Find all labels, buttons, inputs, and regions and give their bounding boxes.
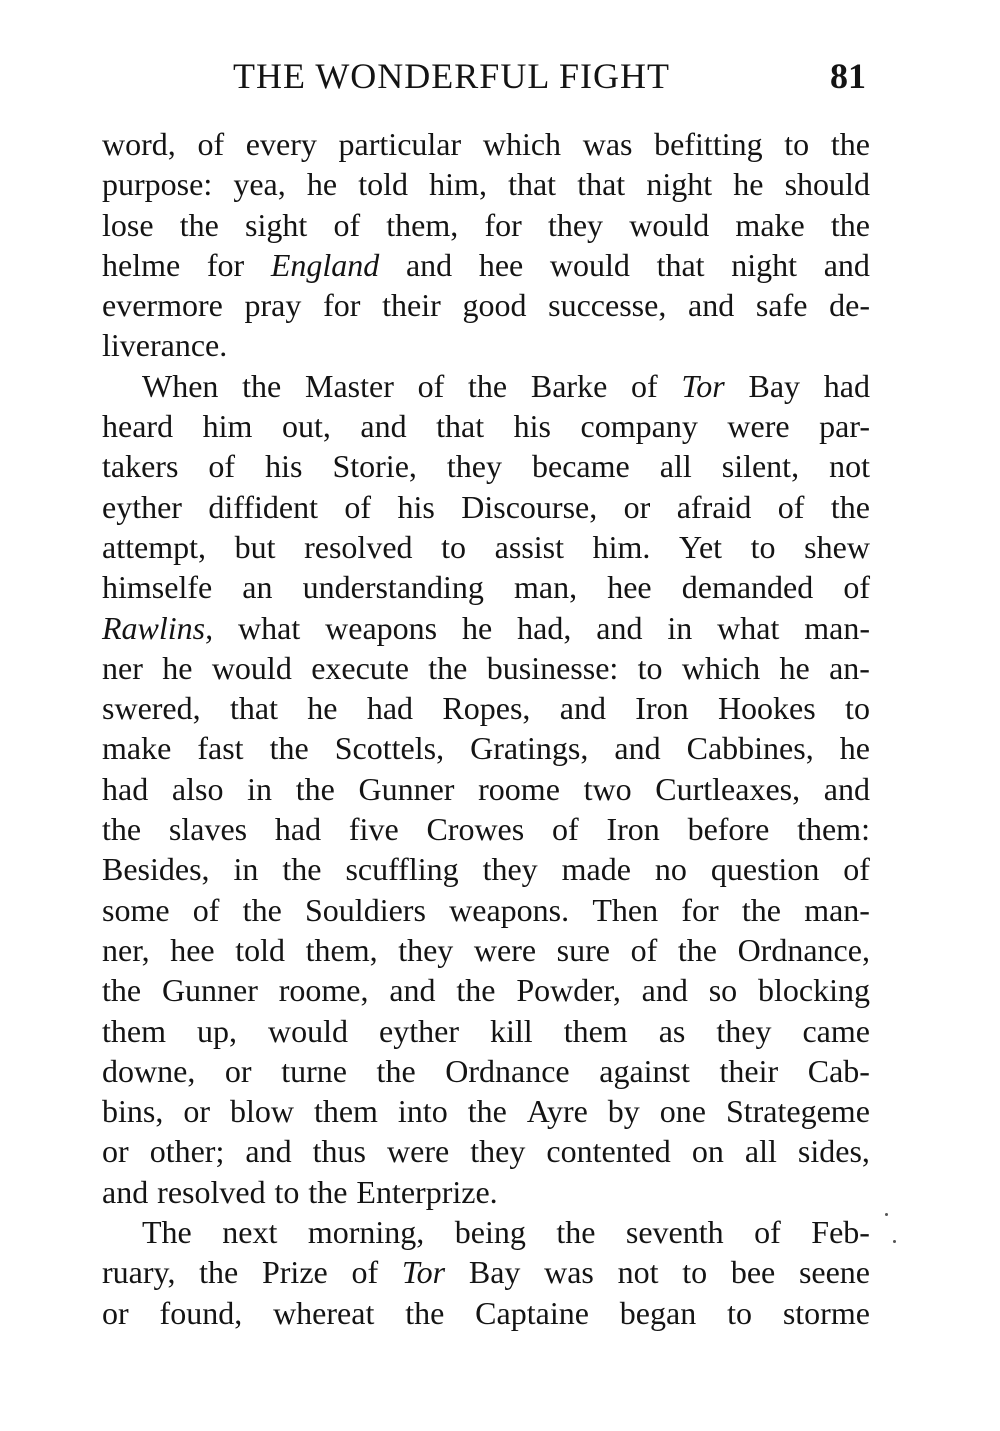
text-line: evermore pray for their good successe, and safe de- (102, 287, 870, 324)
stray-mark (893, 1240, 896, 1243)
text-line: heard him out, and that his company were par- (102, 408, 870, 445)
text-line: purpose: yea, he told him, that that night he should (102, 166, 870, 203)
text-line: himselfe an understanding man, hee demanded of (102, 569, 870, 606)
text-line: downe, or turne the Ordnance against their Cab- (102, 1052, 870, 1089)
text-line: takers of his Storie, they became all silent, not (102, 448, 870, 485)
text-line: eyther diffident of his Discourse, or afraid of the (102, 488, 870, 525)
text-line: ner, hee told them, they were sure of the Ordnance, (102, 931, 870, 968)
text-line: When the Master of the Barke of Tor Bay had (142, 367, 870, 404)
text-line: the Gunner roome, and the Powder, and so blocking (102, 972, 870, 1009)
text-line: or other; and thus were they contented on all sides, (102, 1133, 870, 1170)
text-line: Besides, in the scuffling they made no question of (102, 851, 870, 888)
text-line: make fast the Scottels, Gratings, and Cabbines, he (102, 730, 870, 767)
running-title: THE WONDERFUL FIGHT (233, 56, 670, 96)
text-line: Rawlins, what weapons he had, and in what man- (102, 609, 870, 646)
text-line: lose the sight of them, for they would make the (102, 206, 870, 243)
text-line: or found, whereat the Captaine began to storme (102, 1294, 870, 1331)
body-text (102, 124, 870, 1333)
text-line: helme for England and hee would that night and (102, 246, 870, 283)
text-line: them up, would eyther kill them as they came (102, 1012, 870, 1049)
text-line: attempt, but resolved to assist him. Yet to shew (102, 528, 870, 565)
text-line: swered, that he had Ropes, and Iron Hookes to (102, 690, 870, 727)
text-line: and resolved to the Enterprize. (102, 1173, 498, 1210)
text-line: liverance. (102, 327, 228, 364)
page-header (100, 52, 870, 100)
text-line: word, of every particular which was befitting to the (102, 126, 870, 162)
page-number: 81 (830, 56, 866, 96)
text-line: ruary, the Prize of Tor Bay was not to bee seene (102, 1254, 870, 1291)
text-line: the slaves had five Crowes of Iron before them: (102, 811, 870, 848)
text-line: had also in the Gunner roome two Curtleaxes, and (102, 770, 870, 807)
stray-mark (885, 1213, 888, 1216)
text-line: some of the Souldiers weapons. Then for the man- (102, 891, 870, 928)
text-line: The next morning, being the seventh of Feb- (142, 1214, 870, 1251)
text-line: bins, or blow them into the Ayre by one Strategeme (102, 1093, 870, 1130)
text-line: ner he would execute the businesse: to which he an- (102, 649, 870, 686)
